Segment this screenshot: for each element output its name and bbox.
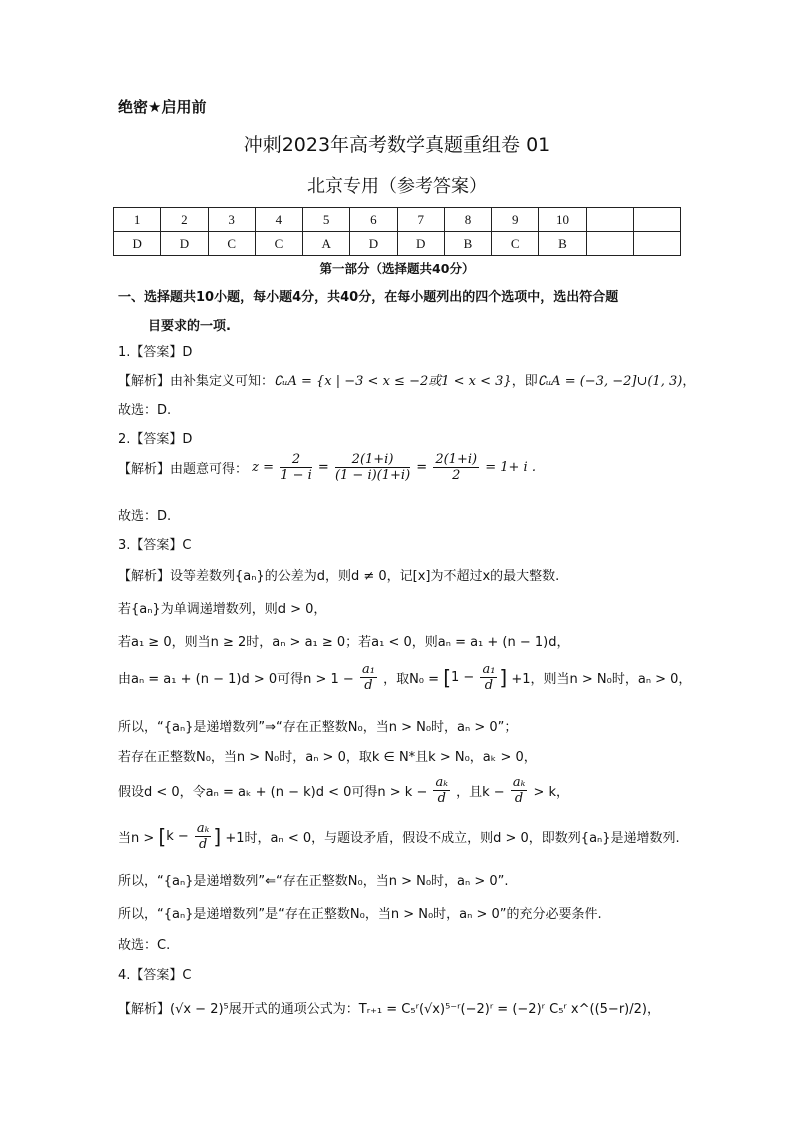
q2-analysis: 【解析】由题意可得： z = $\frac{2}{1 - i}$ = $\frac{2(1+i)}{(1 - i)(1+i)}$ = $\frac{2(1+i)}{2}$ = 1+ i . [118, 452, 536, 483]
q3-line-fraction: 当n > [k − $\frac{\text{aₖ}}{d}$ ] +1时，aₙ < 0，与题设矛盾，假设不成立，则d > 0，即数列{aₙ}是递增数列. [118, 821, 680, 852]
q1-analysis-prefix: 【解析】由补集定义可知： [118, 374, 275, 389]
q3-line: 若{aₙ}为单调递增数列，则d > 0， [118, 602, 327, 617]
page-title: 冲刺2023年高考数学真题重组卷 01 [243, 134, 551, 156]
part-title: 第一部分（选择题共40分） [319, 261, 475, 276]
q4-line: 【解析】(√x − 2)⁵展开式的通项公式为：Tᵣ₊₁ = C₅ʳ(√x)⁵⁻ʳ(−2)ʳ = (−2)ʳ C₅ʳ x^((5−r)/2)， [118, 1002, 660, 1017]
table-cell: A [303, 232, 350, 256]
secret-label: 绝密★启用前 [118, 98, 207, 116]
table-cell: D [397, 232, 444, 256]
q3-l7-fraction [511, 775, 528, 806]
q1-analysis [118, 370, 695, 389]
fraction-denominator: d [484, 678, 494, 693]
table-cell: 4 [255, 208, 302, 232]
q4-answer: 4.【答案】C [118, 968, 192, 983]
q3-l7-fraction [433, 775, 450, 806]
fraction-numerator: 2 [280, 452, 312, 468]
q2-fraction-3 [433, 452, 479, 483]
q1-conclusion: 故选：D. [118, 403, 172, 418]
q3-l4-fraction [480, 662, 497, 693]
page-subtitle: 北京专用（参考答案） [307, 176, 487, 197]
q2-answer: 2.【答案】D [118, 432, 193, 447]
fraction-denominator: 2 [452, 468, 461, 483]
q2-fraction-1 [280, 452, 312, 483]
section-heading [118, 283, 683, 341]
fraction-numerator: aₖ [196, 821, 210, 836]
q3-l7-text: ，且k − [456, 785, 505, 800]
q3-l4-text: 1 − [451, 670, 475, 685]
table-cell: D [161, 232, 208, 256]
fraction-numerator: a₁ [361, 662, 375, 677]
fraction-numerator: aₖ [435, 775, 448, 790]
fraction-numerator: 2(1+i) [335, 452, 410, 468]
q3-line: 所以，“{aₙ}是递增数列”⇒“存在正整数N₀，当n > N₀时，aₙ > 0”； [118, 720, 518, 735]
table-cell: 10 [539, 208, 586, 232]
table-cell: C [255, 232, 302, 256]
q3-line-fraction: 由aₙ = a₁ + (n − 1)d > 0可得n > 1 − $\frac{\text{a₁}}{d}$ ，取N₀ = [1 − $\frac{\text{a₁}}{d}$ ] +1，则当n > N₀时，aₙ > 0， [118, 662, 692, 693]
q3-answer: 3.【答案】C [118, 538, 192, 553]
answer-table-answer-row [114, 232, 681, 256]
fraction-denominator: d [514, 791, 524, 806]
answer-table [113, 207, 681, 256]
table-cell: 6 [350, 208, 397, 232]
q3-l8-text: k − [166, 829, 189, 844]
q2-analysis-prefix: 【解析】由题意可得： [118, 462, 249, 477]
table-cell: D [350, 232, 397, 256]
q3-line: 【解析】设等差数列{aₙ}的公差为d，则d ≠ 0，记[x]为不超过x的最大整数. [118, 569, 560, 584]
q3-l8-fraction [195, 821, 212, 852]
table-cell: C [492, 232, 539, 256]
q1-set2: ∁ᵤA = (−3, −2]∪(1, 3) [537, 374, 683, 389]
section-heading-line: 一、选择题共10小题，每小题4分，共40分，在每小题列出的四个选项中，选出符合题 [118, 290, 619, 305]
table-cell [586, 208, 633, 232]
q1-set1: ∁ᵤA = {x | −3 < x ≤ −2或1 < x < 3} [274, 374, 512, 389]
q3-l4-text: ，取N₀ = [383, 672, 440, 687]
q3-l4-text: +1，则当n > N₀时，aₙ > 0， [511, 672, 692, 687]
q3-line: 所以，“{aₙ}是递增数列”⇐“存在正整数N₀，当n > N₀时，aₙ > 0”. [118, 874, 509, 889]
q3-line: 若存在正整数N₀，当n > N₀时，aₙ > 0，取k ∈ N*且k > N₀，aₖ > 0， [118, 750, 537, 765]
table-cell: B [444, 232, 491, 256]
q1-mid: ，即 [511, 374, 538, 389]
table-cell: 8 [444, 208, 491, 232]
q3-line: 若a₁ ≥ 0，则当n ≥ 2时，aₙ > a₁ ≥ 0；若a₁ < 0，则aₙ = a₁ + (n − 1)d， [118, 635, 570, 650]
table-cell: 3 [208, 208, 255, 232]
fraction-denominator: d [437, 791, 446, 806]
table-cell [633, 232, 680, 256]
fraction-denominator: d [199, 837, 208, 852]
q2-z: z = [252, 460, 275, 475]
table-cell [586, 232, 633, 256]
q3-l8-text: 当n > [118, 831, 155, 846]
q2-fraction-2 [335, 452, 410, 483]
q3-l7-text: 假设d < 0，令aₙ = aₖ + (n − k)d < 0可得n > k − [118, 785, 428, 800]
q3-l4-fraction [360, 662, 377, 693]
q3-conclusion: 故选：C. [118, 938, 171, 953]
table-cell: 9 [492, 208, 539, 232]
q3-l7-text: > k， [533, 785, 570, 800]
q3-line: 所以，“{aₙ}是递增数列”是“存在正整数N₀，当n > N₀时，aₙ > 0”的充分必要条件. [118, 907, 602, 922]
section-heading-line: 目要求的一项. [148, 319, 231, 334]
q1-answer: 1.【答案】D [118, 345, 193, 360]
fraction-denominator: (1 − i)(1+i) [334, 468, 411, 483]
table-cell: 5 [303, 208, 350, 232]
q1-end: ， [682, 374, 696, 389]
q3-line-fraction [118, 775, 569, 806]
table-cell: 7 [397, 208, 444, 232]
table-cell: C [208, 232, 255, 256]
table-cell: 1 [114, 208, 161, 232]
fraction-numerator: a₁ [482, 662, 496, 677]
table-cell: D [114, 232, 161, 256]
table-cell [633, 208, 680, 232]
fraction-numerator: aₖ [512, 775, 526, 790]
answer-table-number-row [114, 208, 681, 232]
table-cell: B [539, 232, 586, 256]
q3-l8-text: +1时，aₙ < 0，与题设矛盾，假设不成立，则d > 0，即数列{aₙ}是递增数列. [225, 831, 680, 846]
fraction-denominator: d [364, 678, 373, 693]
q3-l4-text: 由aₙ = a₁ + (n − 1)d > 0可得n > 1 − [118, 672, 354, 687]
fraction-denominator: 1 − i [280, 468, 312, 483]
fraction-numerator: 2(1+i) [435, 452, 478, 467]
table-cell: 2 [161, 208, 208, 232]
q2-result: = 1+ i . [485, 460, 536, 475]
q2-conclusion: 故选：D. [118, 509, 172, 524]
